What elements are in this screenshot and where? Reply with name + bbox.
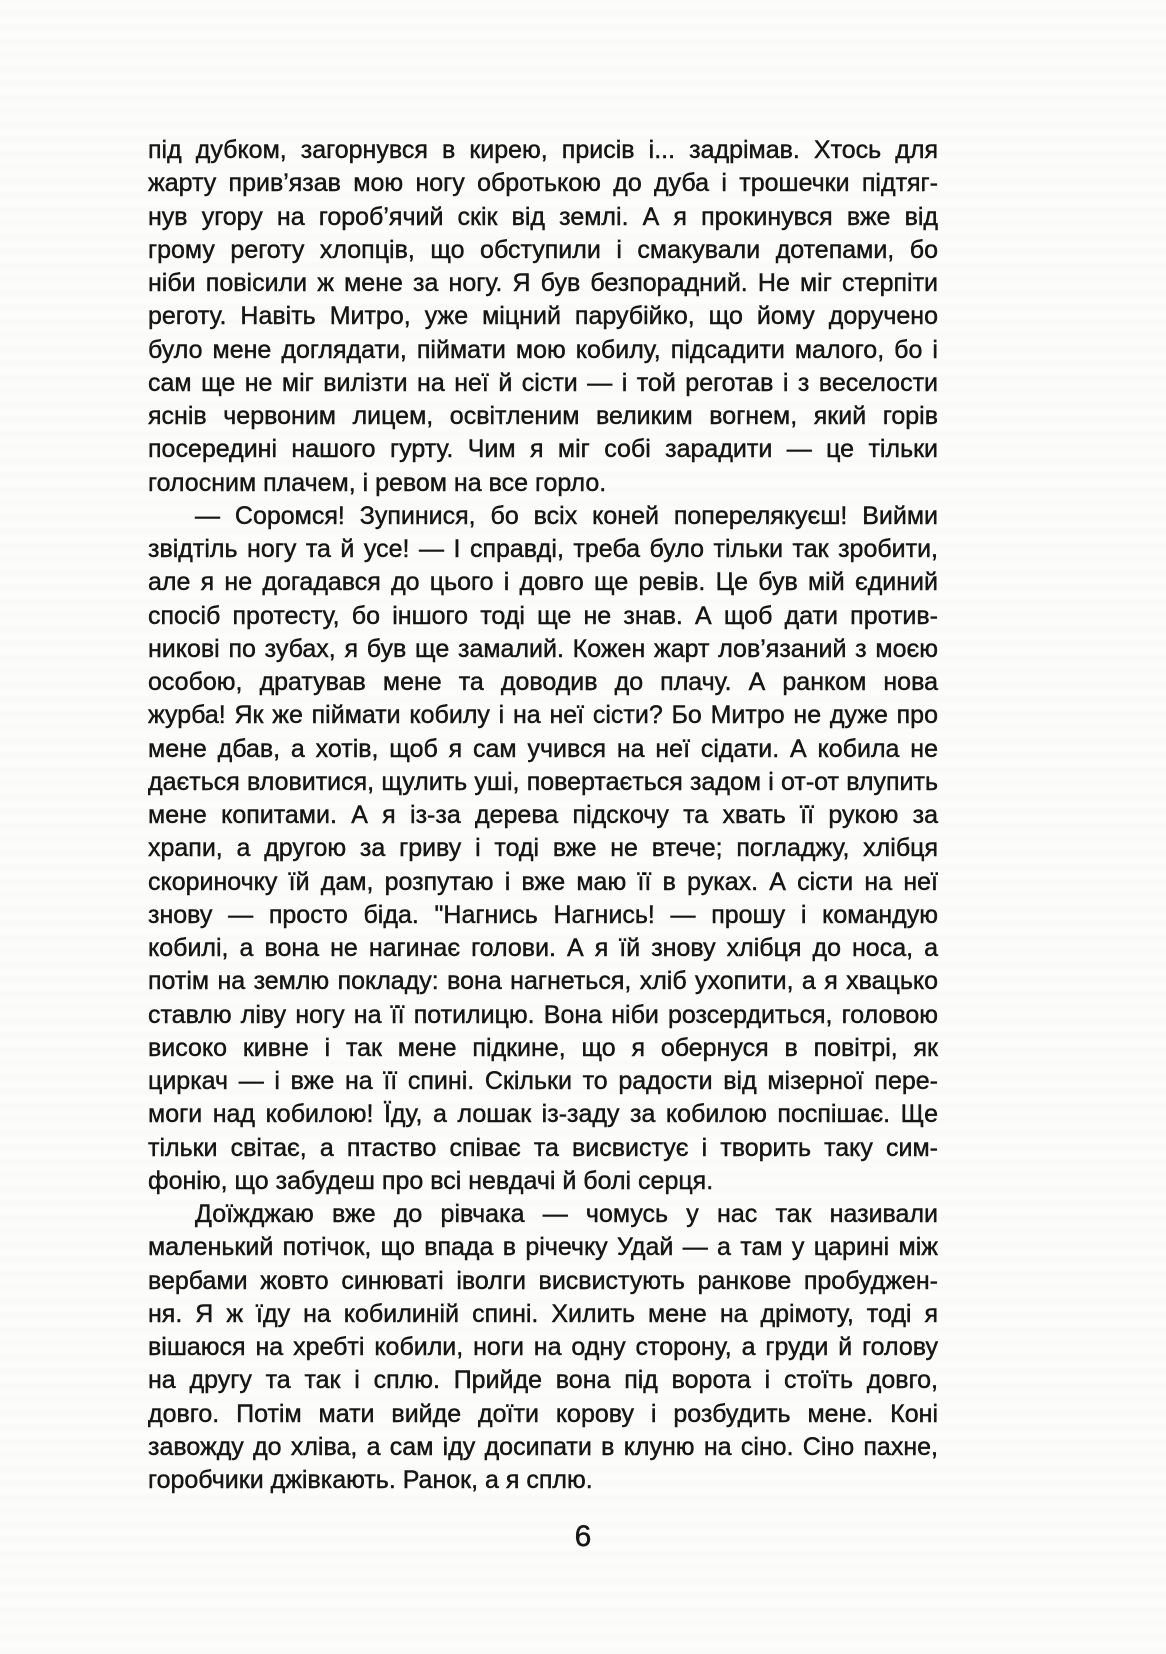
text-line bbox=[148, 433, 938, 466]
text-line-content: довго. Потім мати вийде доїти корову і розбудить мене. Коні bbox=[148, 1399, 938, 1428]
text-line bbox=[148, 600, 938, 633]
text-line-content: яснів червоним лицем, освітленим великим вогнем, який горів bbox=[148, 402, 938, 430]
text-line bbox=[148, 167, 938, 200]
text-line bbox=[148, 633, 938, 666]
text-line-content: ня. Я ж їду на кобилиній спині. Хилить мене на дрімоту, тоді я bbox=[148, 1299, 938, 1328]
text-line-content: сам ще не міг вилізти на неї й сісти — і той реготав і з веселости bbox=[148, 368, 938, 397]
text-line-content: завожду до хліва, а сам іду досипати в клуню на сіно. Сіно пахне, bbox=[148, 1432, 938, 1461]
text-line bbox=[148, 832, 938, 865]
text-line-content: горобчики джівкають. Ранок, а я сплю. bbox=[148, 1466, 593, 1494]
text-line bbox=[148, 300, 938, 333]
text-line-content: мене копитами. А я із-за дерева підскочу та хвать її рукою за bbox=[148, 801, 938, 829]
text-line bbox=[148, 965, 938, 998]
text-line-content: скориночку їй дам, розпутаю і вже маю її в руках. А сісти на неї bbox=[148, 867, 938, 896]
text-line-content: вішаюся на хребті кобили, ноги на одну сторону, а груди й голову bbox=[148, 1333, 938, 1361]
text-line-content: спосіб протесту, бо іншого тоді ще не знав. А щоб дати против- bbox=[148, 601, 938, 630]
text-line-content: тільки світає, а птаство співає та висвистує і творить таку сим- bbox=[148, 1133, 938, 1162]
text-line-content: маленький потічок, що впада в річечку Удай — а там у царині між bbox=[148, 1233, 938, 1262]
text-line-content: реготу. Навіть Митро, уже міцний парубійко, що йому доручено bbox=[148, 302, 938, 331]
text-line-content: особою, дратував мене та доводив до плачу. А ранком нова bbox=[148, 668, 938, 696]
text-line-content: на другу та так і сплю. Прийде вона під ворота і стоїть довго, bbox=[148, 1366, 938, 1395]
text-line-content: кобилі, а вона не нагинає голови. А я їй знову хлібця до носа, а bbox=[148, 934, 938, 962]
text-line-content: мене дбав, а хотів, щоб я сам учився на неї сідати. А кобила не bbox=[148, 734, 938, 763]
text-line bbox=[148, 1198, 938, 1231]
text-line-content: під дубком, загорнувся в кирею, присів і... задрімав. Хтось для bbox=[148, 136, 938, 164]
text-line bbox=[148, 467, 938, 500]
text-line bbox=[148, 1165, 938, 1198]
text-line-content: високо кивне і так мене підкине, що я обернуся в повітрі, як bbox=[148, 1033, 938, 1062]
text-line-content: дається вловитися, щулить уші, повертається задом і от-от влупить bbox=[148, 767, 938, 796]
text-line-content: знову — просто біда. "Нагнись Нагнись! — прошу і командую bbox=[148, 900, 938, 929]
text-line bbox=[148, 699, 938, 732]
text-line bbox=[148, 566, 938, 599]
text-line-content: але я не догадався до цього і довго ще ревів. Це був мій єдиний bbox=[148, 568, 938, 597]
text-line bbox=[148, 500, 938, 533]
text-line-content: було мене доглядати, піймати мою кобилу, підсадити малого, бо і bbox=[148, 335, 938, 364]
text-line bbox=[148, 1398, 938, 1431]
text-line-content: нув угору на гороб’ячий скік від землі. А я прокинувся вже від bbox=[148, 202, 938, 231]
text-line bbox=[148, 999, 938, 1032]
text-line bbox=[148, 1298, 938, 1331]
text-line bbox=[148, 1065, 938, 1098]
text-line bbox=[148, 1132, 938, 1165]
page-number: 6 bbox=[574, 1520, 592, 1553]
text-line-content: ніби повісили ж мене за ногу. Я був безпорадний. Не міг стерпіти bbox=[148, 269, 938, 297]
text-line-content: — Соромся! Зупинися, бо всіх коней поперелякуєш! Вийми bbox=[195, 501, 938, 530]
text-line bbox=[148, 1331, 938, 1364]
text-line bbox=[148, 932, 938, 965]
text-line-content: фонію, що забудеш про всі невдачі й болі серця. bbox=[148, 1166, 714, 1195]
text-line bbox=[148, 533, 938, 566]
text-line bbox=[148, 1098, 938, 1131]
text-line bbox=[148, 1265, 938, 1298]
text-line bbox=[148, 666, 938, 699]
text-line-content: ставлю ліву ногу на її потилицю. Вона ніби розсердиться, головою bbox=[148, 1000, 938, 1029]
text-line-content: вербами жовто синюваті іволги висвистують ранкове пробуджен- bbox=[148, 1266, 938, 1295]
text-line bbox=[148, 733, 938, 766]
text-line bbox=[148, 1231, 938, 1264]
text-line-content: жарту прив’язав мою ногу обротькою до дуба і трошечки підтяг- bbox=[148, 169, 938, 198]
text-line-content: циркач — і вже на її спині. Скільки то радости від мізерної пере- bbox=[148, 1067, 938, 1095]
text-line bbox=[148, 1032, 938, 1065]
text-line-content: звідтіль ногу та й усе! — І справді, треба було тільки так зробити, bbox=[148, 535, 938, 563]
text-line-content: моги над кобилою! Їду, а лошак із-заду за кобилою поспішає. Ще bbox=[148, 1100, 938, 1129]
text-line bbox=[148, 766, 938, 799]
text-line bbox=[148, 134, 938, 167]
text-line bbox=[148, 367, 938, 400]
text-line bbox=[148, 334, 938, 367]
text-line bbox=[148, 1364, 938, 1397]
text-line bbox=[148, 400, 938, 433]
text-line-content: никові по зубах, я був ще замалий. Кожен жарт лов’язаний з моєю bbox=[148, 634, 938, 663]
text-line bbox=[148, 799, 938, 832]
text-line-content: Доїжджаю вже до рівчака — чомусь у нас так називали bbox=[195, 1200, 938, 1228]
text-line bbox=[148, 1464, 938, 1497]
text-line-content: голосним плачем, і ревом на все горло. bbox=[148, 468, 607, 497]
text-line-content: журба! Як же піймати кобилу і на неї сісти? Бо Митро не дуже про bbox=[148, 701, 938, 730]
page-text bbox=[148, 134, 938, 1497]
text-line-content: храпи, а другою за гриву і тоді вже не втече; погладжу, хлібця bbox=[148, 834, 938, 863]
text-line bbox=[148, 866, 938, 899]
text-line bbox=[148, 899, 938, 932]
text-line bbox=[148, 201, 938, 234]
text-line-content: посередині нашого гурту. Чим я міг собі зарадити — це тільки bbox=[148, 435, 938, 464]
text-line bbox=[148, 1431, 938, 1464]
text-line bbox=[148, 267, 938, 300]
text-line bbox=[148, 234, 938, 267]
text-line-content: грому реготу хлопців, що обступили і смакували дотепами, бо bbox=[148, 235, 938, 264]
text-line-content: потім на землю покладу: вона нагнеться, хліб ухопити, а я хвацько bbox=[148, 967, 938, 996]
